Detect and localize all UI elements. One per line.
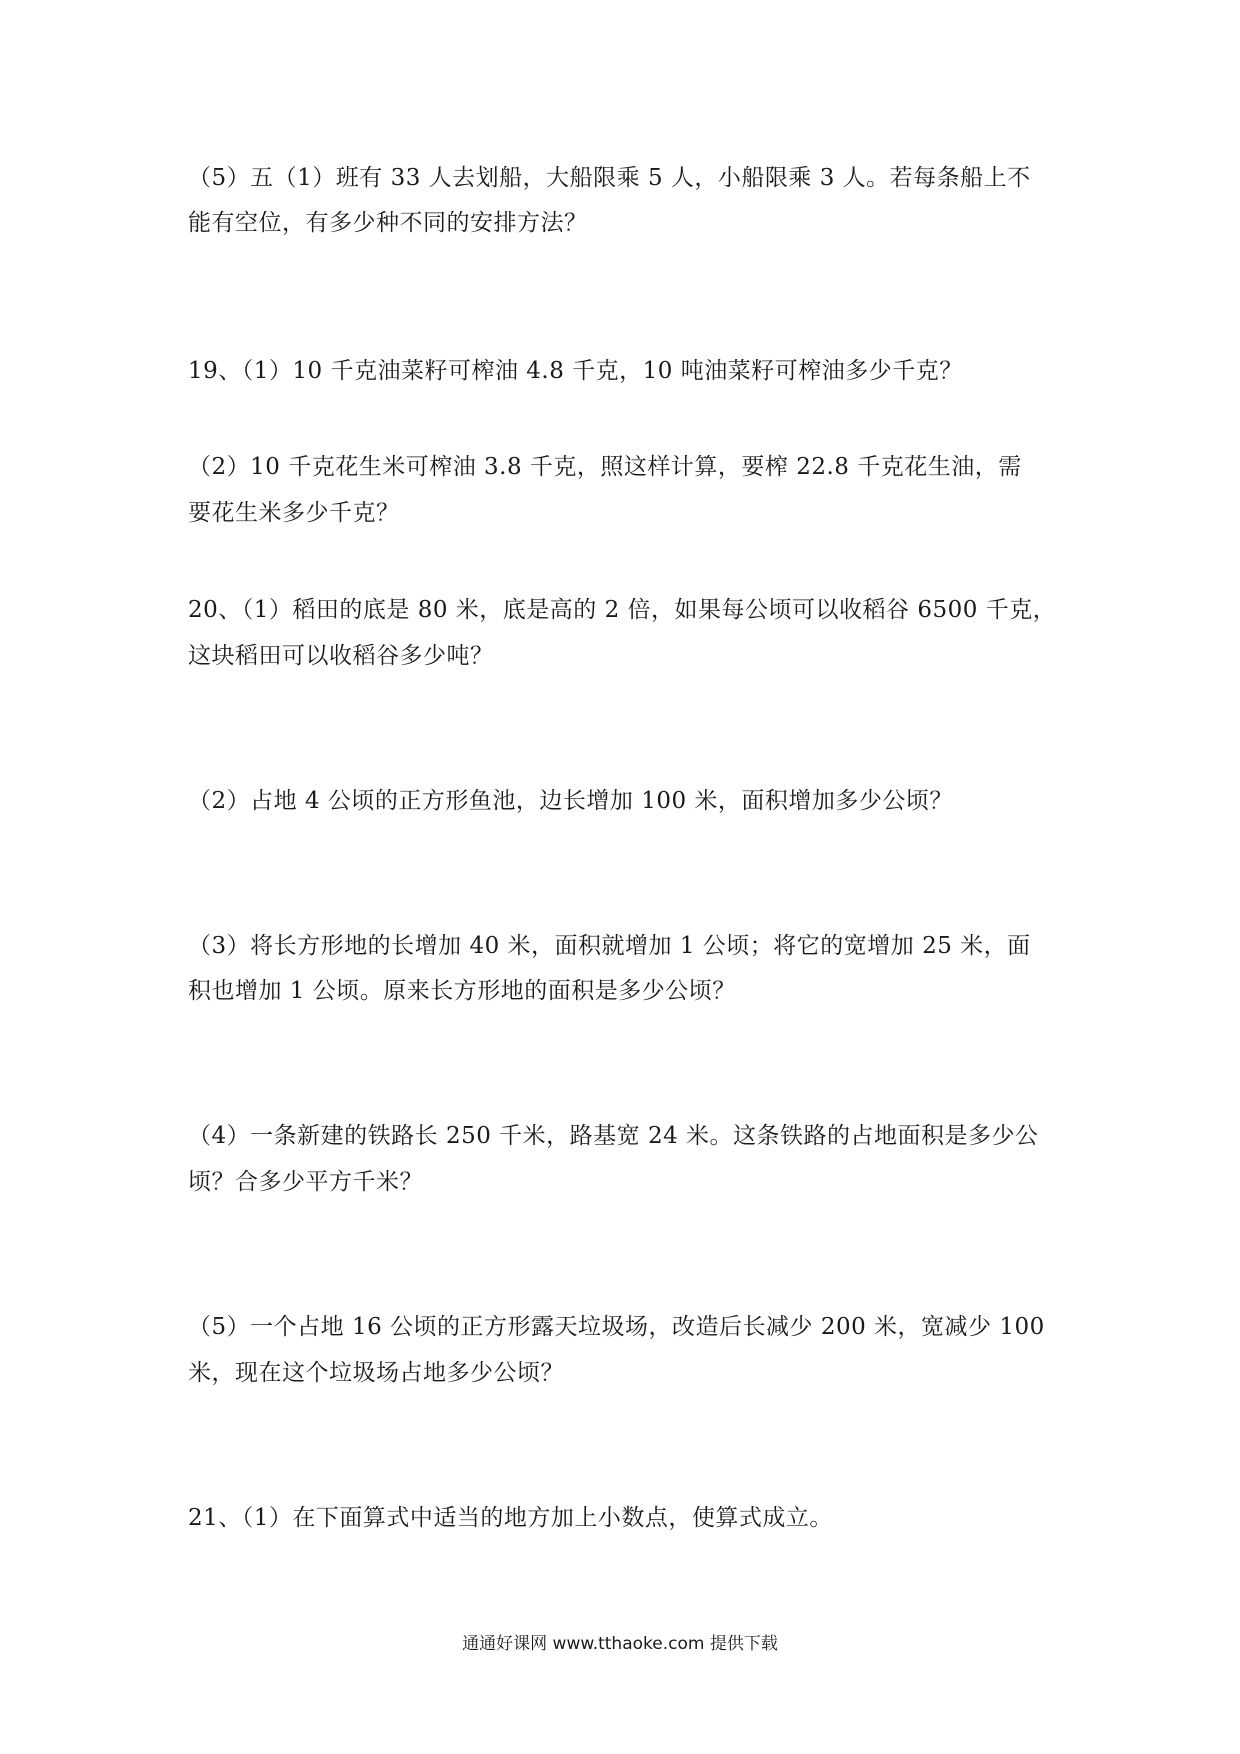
problem-20-3-line-2: 积也增加 1 公顷。原来长方形地的面积是多少公顷？ (188, 978, 736, 1004)
problem-18-5-line-2: 能有空位，有多少种不同的安排方法？ (188, 210, 588, 236)
problem-19-1-line-1: 19、（1）10 千克油菜籽可榨油 4.8 千克，10 吨油菜籽可榨油多少千克？ (188, 358, 963, 384)
problem-20-2-line-1: （2）占地 4 公顷的正方形鱼池，边长增加 100 米，面积增加多少公顷？ (188, 788, 953, 814)
problem-20-4-line-2: 顷？合多少平方千米？ (188, 1169, 423, 1195)
problem-20-4-line-1: （4）一条新建的铁路长 250 千米，路基宽 24 米。这条铁路的占地面积是多少公 (188, 1123, 1039, 1149)
problem-20-5-line-1: （5）一个占地 16 公顷的正方形露天垃圾场，改造后长减少 200 米，宽减少 100 (188, 1314, 1045, 1340)
page-footer: 通通好课网 www.tthaoke.com 提供下载 (462, 1634, 778, 1654)
problem-20-5-line-2: 米，现在这个垃圾场占地多少公顷？ (188, 1360, 564, 1386)
problem-20-1-line-1: 20、（1）稻田的底是 80 米，底是高的 2 倍，如果每公顷可以收稻谷 6500 千克， (188, 597, 1057, 623)
problem-20-3-line-1: （3）将长方形地的长增加 40 米，面积就增加 1 公顷；将它的宽增加 25 米，面 (188, 933, 1031, 959)
problem-18-5-line-1: （5）五（1）班有 33 人去划船，大船限乘 5 人，小船限乘 3 人。若每条船上不 (188, 165, 1031, 191)
problem-19-2-line-1: （2）10 千克花生米可榨油 3.8 千克，照这样计算，要榨 22.8 千克花生油，需 (188, 454, 1022, 480)
problem-21-1-line-1: 21、（1）在下面算式中适当的地方加上小数点，使算式成立。 (188, 1505, 833, 1531)
problem-20-1-line-2: 这块稻田可以收稻谷多少吨？ (188, 643, 494, 669)
problem-19-2-line-2: 要花生米多少千克？ (188, 500, 400, 526)
